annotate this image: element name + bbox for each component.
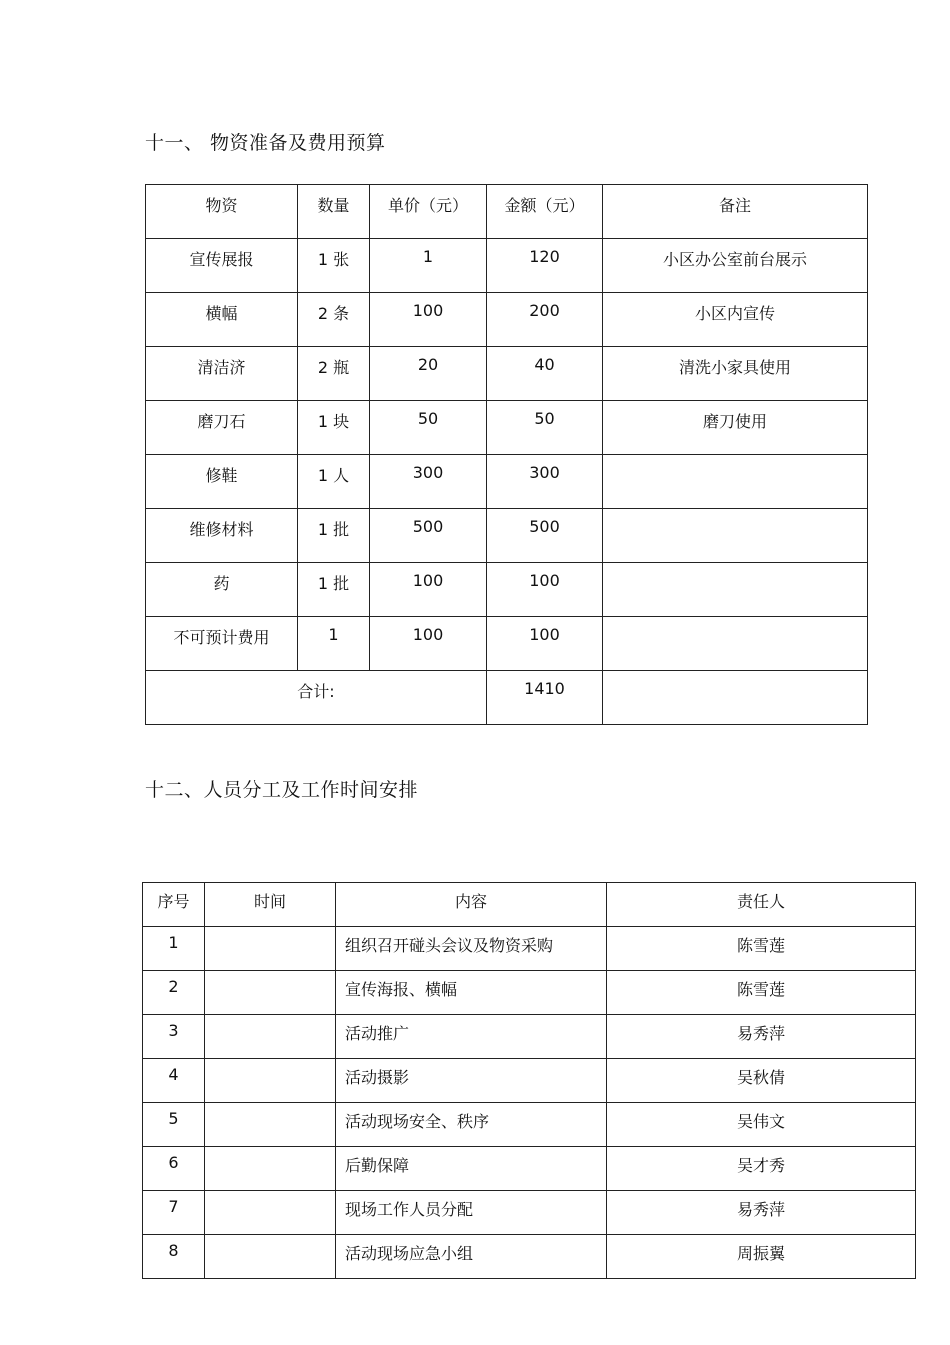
budget-cell-item: 不可预计费用 bbox=[146, 617, 298, 671]
budget-header-item: 物资 bbox=[146, 185, 298, 239]
staff-cell-content: 活动推广 bbox=[336, 1015, 607, 1059]
staff-cell-content: 现场工作人员分配 bbox=[336, 1191, 607, 1235]
staff-cell-content: 宣传海报、横幅 bbox=[336, 971, 607, 1015]
budget-cell-item: 药 bbox=[146, 563, 298, 617]
staff-header-content: 内容 bbox=[336, 883, 607, 927]
budget-section-title: 十一、 物资准备及费用预算 bbox=[145, 132, 386, 154]
staff-cell-time bbox=[205, 971, 336, 1015]
budget-cell-unit-price: 100 bbox=[370, 617, 487, 671]
table-row bbox=[146, 347, 868, 401]
staff-cell-time bbox=[205, 1235, 336, 1279]
budget-cell-note: 磨刀使用 bbox=[603, 401, 868, 455]
budget-cell-amount: 100 bbox=[487, 563, 603, 617]
staff-header-index: 序号 bbox=[143, 883, 205, 927]
budget-cell-item: 修鞋 bbox=[146, 455, 298, 509]
budget-cell-unit-price: 100 bbox=[370, 563, 487, 617]
table-row bbox=[146, 617, 868, 671]
table-row bbox=[146, 293, 868, 347]
budget-cell-amount: 500 bbox=[487, 509, 603, 563]
budget-cell-unit-price: 50 bbox=[370, 401, 487, 455]
staff-cell-time bbox=[205, 927, 336, 971]
staff-cell-content: 组织召开碰头会议及物资采购 bbox=[336, 927, 607, 971]
staff-cell-owner: 吴才秀 bbox=[607, 1147, 916, 1191]
staff-cell-index: 7 bbox=[143, 1191, 205, 1235]
staff-cell-index: 5 bbox=[143, 1103, 205, 1147]
staff-cell-owner: 吴秋倩 bbox=[607, 1059, 916, 1103]
staff-cell-owner: 吴伟文 bbox=[607, 1103, 916, 1147]
budget-cell-unit-price: 300 bbox=[370, 455, 487, 509]
staff-cell-index: 6 bbox=[143, 1147, 205, 1191]
budget-cell-quantity: 1 批 bbox=[298, 509, 370, 563]
staff-header-time: 时间 bbox=[205, 883, 336, 927]
table-row bbox=[143, 1191, 916, 1235]
budget-cell-item: 横幅 bbox=[146, 293, 298, 347]
budget-cell-note: 小区办公室前台展示 bbox=[603, 239, 868, 293]
budget-cell-amount: 200 bbox=[487, 293, 603, 347]
table-row bbox=[146, 563, 868, 617]
budget-total-label: 合计: bbox=[146, 671, 487, 725]
staff-cell-index: 3 bbox=[143, 1015, 205, 1059]
budget-cell-unit-price: 100 bbox=[370, 293, 487, 347]
staff-cell-index: 4 bbox=[143, 1059, 205, 1103]
staff-cell-owner: 陈雪莲 bbox=[607, 971, 916, 1015]
staff-cell-content: 活动摄影 bbox=[336, 1059, 607, 1103]
staff-cell-index: 8 bbox=[143, 1235, 205, 1279]
staff-cell-time bbox=[205, 1015, 336, 1059]
budget-cell-amount: 50 bbox=[487, 401, 603, 455]
staff-cell-owner: 易秀萍 bbox=[607, 1191, 916, 1235]
staff-cell-content: 活动现场应急小组 bbox=[336, 1235, 607, 1279]
staff-header-owner: 责任人 bbox=[607, 883, 916, 927]
staff-table bbox=[142, 882, 916, 1279]
budget-cell-note bbox=[603, 509, 868, 563]
budget-total-note bbox=[603, 671, 868, 725]
budget-cell-unit-price: 20 bbox=[370, 347, 487, 401]
budget-cell-note bbox=[603, 455, 868, 509]
budget-cell-item: 磨刀石 bbox=[146, 401, 298, 455]
budget-header-note: 备注 bbox=[603, 185, 868, 239]
budget-cell-amount: 100 bbox=[487, 617, 603, 671]
budget-cell-quantity: 2 瓶 bbox=[298, 347, 370, 401]
staff-header-row bbox=[143, 883, 916, 927]
staff-cell-time bbox=[205, 1059, 336, 1103]
staff-cell-content: 后勤保障 bbox=[336, 1147, 607, 1191]
table-row bbox=[143, 1059, 916, 1103]
budget-header-quantity: 数量 bbox=[298, 185, 370, 239]
budget-cell-item: 维修材料 bbox=[146, 509, 298, 563]
budget-cell-item: 宣传展报 bbox=[146, 239, 298, 293]
budget-header-row bbox=[146, 185, 868, 239]
staff-cell-time bbox=[205, 1147, 336, 1191]
budget-cell-quantity: 1 张 bbox=[298, 239, 370, 293]
table-row bbox=[143, 1147, 916, 1191]
budget-cell-quantity: 1 批 bbox=[298, 563, 370, 617]
budget-table bbox=[145, 184, 868, 725]
budget-cell-unit-price: 500 bbox=[370, 509, 487, 563]
table-row bbox=[146, 239, 868, 293]
budget-cell-note bbox=[603, 563, 868, 617]
budget-cell-quantity: 2 条 bbox=[298, 293, 370, 347]
staff-cell-time bbox=[205, 1191, 336, 1235]
budget-cell-note: 清洗小家具使用 bbox=[603, 347, 868, 401]
budget-cell-note: 小区内宣传 bbox=[603, 293, 868, 347]
budget-cell-amount: 120 bbox=[487, 239, 603, 293]
budget-cell-item: 清洁济 bbox=[146, 347, 298, 401]
staff-cell-owner: 陈雪莲 bbox=[607, 927, 916, 971]
table-row bbox=[143, 1103, 916, 1147]
budget-header-unit-price: 单价（元） bbox=[370, 185, 487, 239]
budget-cell-amount: 300 bbox=[487, 455, 603, 509]
table-row bbox=[146, 509, 868, 563]
staff-section-title: 十二、人员分工及工作时间安排 bbox=[145, 779, 419, 801]
budget-cell-unit-price: 1 bbox=[370, 239, 487, 293]
budget-cell-quantity: 1 人 bbox=[298, 455, 370, 509]
staff-cell-index: 2 bbox=[143, 971, 205, 1015]
table-row bbox=[146, 401, 868, 455]
table-row bbox=[143, 971, 916, 1015]
staff-cell-time bbox=[205, 1103, 336, 1147]
budget-cell-quantity: 1 bbox=[298, 617, 370, 671]
budget-total-row bbox=[146, 671, 868, 725]
staff-cell-owner: 周振翼 bbox=[607, 1235, 916, 1279]
staff-cell-content: 活动现场安全、秩序 bbox=[336, 1103, 607, 1147]
table-row bbox=[143, 927, 916, 971]
budget-cell-quantity: 1 块 bbox=[298, 401, 370, 455]
staff-cell-owner: 易秀萍 bbox=[607, 1015, 916, 1059]
budget-header-amount: 金额（元） bbox=[487, 185, 603, 239]
table-row bbox=[143, 1235, 916, 1279]
table-row bbox=[143, 1015, 916, 1059]
budget-total-value: 1410 bbox=[487, 671, 603, 725]
budget-cell-amount: 40 bbox=[487, 347, 603, 401]
table-row bbox=[146, 455, 868, 509]
staff-cell-index: 1 bbox=[143, 927, 205, 971]
budget-cell-note bbox=[603, 617, 868, 671]
